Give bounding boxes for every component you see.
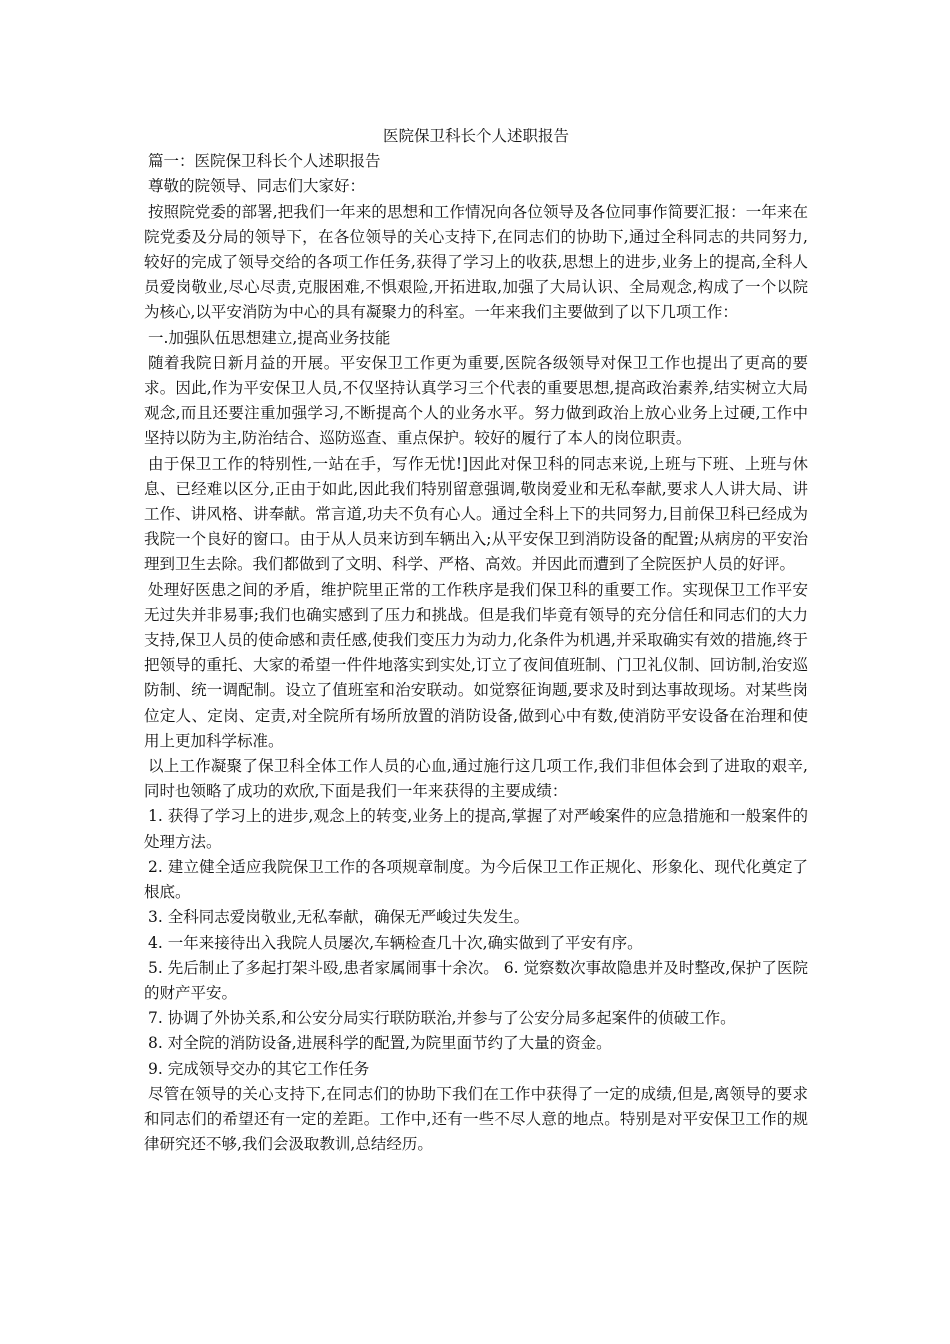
body-paragraph: 由于保卫工作的特别性,一站在手，写作无忧!]因此对保卫科的同志来说,上班与下班、上班与休息、已经难以区分,正由于如此,因此我们特别留意强调,敬岗爱业和无私奉献,要求人人讲大局、讲工作、讲风格、讲奉献。常言道,功夫不负有心人。通过全科上下的共同努力,目前保卫科已经成为我院一个良好的窗口。由于从人员来访到车辆出入;从平安保卫到消防设备的配置;从病房的平安治理到卫生去除。我们都做到了文明、科学、严格、高效。并因此而遭到了全院医护人员的好评。 <box>144 454 808 574</box>
document-body <box>144 124 808 1157</box>
list-item: 7. 协调了外协关系,和公安分局实行联防联治,并参与了公安分局多起案件的侦破工作。 <box>148 1009 736 1028</box>
subtitle-paragraph: 篇一：医院保卫科长个人述职报告 <box>148 152 381 171</box>
list-item: 2. 建立健全适应我院保卫工作的各项规章制度。为今后保卫工作正规化、形象化、现代化奠定了根底。 <box>144 857 808 902</box>
salutation-paragraph: 尊敬的院领导、同志们大家好： <box>148 177 366 196</box>
list-item: 3. 全科同志爱岗敬业,无私奉献，确保无严峻过失发生。 <box>148 908 530 927</box>
list-item: 1. 获得了学习上的进步,观念上的转变,业务上的提高,掌握了对严峻案件的应急措施和一般案件的处理方法。 <box>144 807 808 851</box>
document-title: 医院保卫科长个人述职报告 <box>382 127 569 145</box>
list-item: 9. 完成领导交办的其它工作任务 <box>148 1059 370 1078</box>
intro-paragraph: 按照院党委的部署,把我们一年来的思想和工作情况向各位领导及各位同事作简要汇报：一年来在院党委及分局的领导下，在各位领导的关心支持下,在同志们的协助下,通过全科同志的共同努力,较好的完成了领导交给的各项工作任务,获得了学习上的收获,思想上的进步,业务上的提高,全科人员爱岗敬业,尽心尽责,克服困难,不惧艰险,开拓进取,加强了大局认识、全局观念,构成了一个以院为核心,以平安消防为中心的具有凝聚力的科室。一年来我们主要做到了以下几项工作： <box>144 202 808 322</box>
closing-paragraph: 尽管在领导的关心支持下,在同志们的协助下我们在工作中获得了一定的成绩,但是,离领导的要求和同志们的希望还有一定的差距。工作中,还有一些不尽人意的地点。特别是对平安保卫工作的规律研究还不够,我们会汲取教训,总结经历。 <box>144 1084 808 1154</box>
list-item: 5. 先后制止了多起打架斗殴,患者家属闹事十余次。 6. 觉察数次事故隐患并及时整改,保护了医院的财产平安。 <box>144 958 808 1002</box>
list-item: 8. 对全院的消防设备,进展科学的配置,为院里面节约了大量的资金。 <box>148 1034 612 1053</box>
body-paragraph: 以上工作凝聚了保卫科全体工作人员的心血,通过施行这几项工作,我们非但体会到了进取的艰辛,同时也领略了成功的欢欣,下面是我们一年来获得的主要成绩： <box>144 757 808 801</box>
body-paragraph: 随着我院日新月益的开展。平安保卫工作更为重要,医院各级领导对保卫工作也提出了更高的要求。因此,作为平安保卫人员,不仅坚持认真学习三个代表的重要思想,提高政治素养,结实树立大局观念,而且还要注重加强学习,不断提高个人的业务水平。努力做到政治上放心业务上过硬,工作中坚持以防为主,防治结合、巡防巡查、重点保护。较好的履行了本人的岗位职责。 <box>144 353 808 448</box>
section-heading: 一.加强队伍思想建立,提高业务技能 <box>148 328 391 347</box>
list-item: 4. 一年来接待出入我院人员屡次,车辆检查几十次,确实做到了平安有序。 <box>148 933 643 952</box>
body-paragraph: 处理好医患之间的矛盾，维护院里正常的工作秩序是我们保卫科的重要工作。实现保卫工作平安无过失并非易事;我们也确实感到了压力和挑战。但是我们毕竟有领导的充分信任和同志们的大力支持,保卫人员的使命感和责任感,使我们变压力为动力,化条件为机遇,并采取确实有效的措施,终于把领导的重托、大家的希望一件件地落实到实处,订立了夜间值班制、门卫礼仪制、回访制,治安巡防制、统一调配制。设立了值班室和治安联动。如觉察征询题,要求及时到达事故现场。对某些岗位定人、定岗、定责,对全院所有场所放置的消防设备,做到心中有数,使消防平安设备在治理和使用上更加科学标准。 <box>144 580 808 750</box>
